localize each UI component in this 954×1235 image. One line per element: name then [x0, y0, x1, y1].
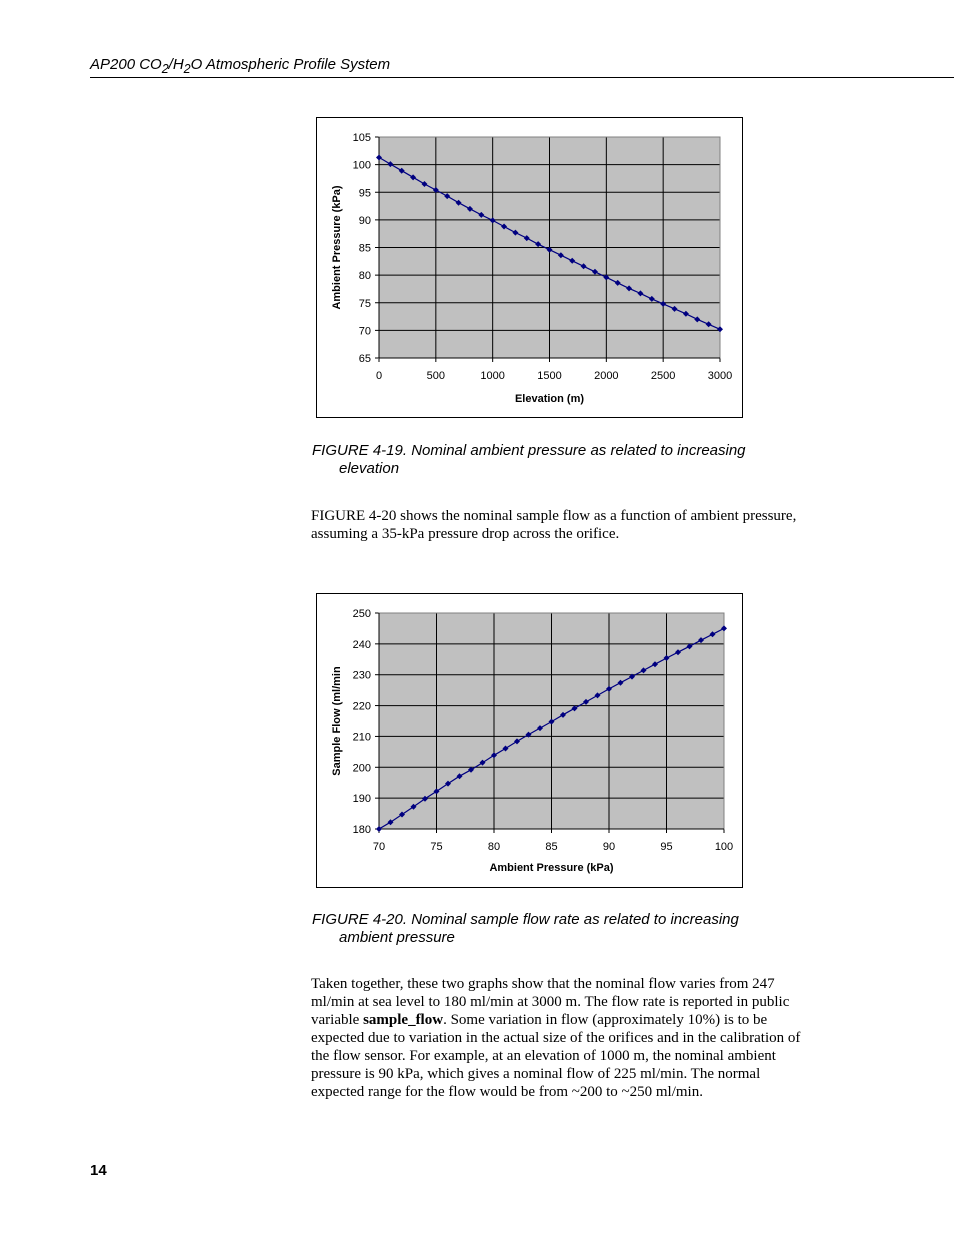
y-tick-label: 75	[358, 297, 371, 310]
x-tick-label: 90	[602, 841, 616, 853]
page-number: 14	[90, 1162, 107, 1179]
y-tick-label: 85	[358, 242, 371, 255]
figure-4-19-chart	[316, 117, 743, 418]
paragraph-text: FIGURE 4-20 shows the nominal sample flow as a function of ambient pressure, assuming a 35-kPa pressure drop across the orifice.	[311, 508, 797, 542]
x-tick-label: 1000	[480, 370, 505, 382]
x-tick-label: 75	[430, 841, 443, 853]
y-tick-label: 105	[352, 132, 371, 144]
y-tick-label: 80	[358, 270, 371, 283]
paragraph-summary	[311, 975, 803, 1101]
y-tick-label: 190	[352, 793, 371, 806]
x-tick-label: 70	[372, 841, 386, 853]
chart-svg	[317, 594, 742, 887]
y-tick-label: 200	[352, 762, 371, 775]
y-axis-label: Ambient Pressure (kPa)	[331, 185, 343, 310]
y-tick-label: 210	[352, 731, 371, 744]
header-title: AP200 $CO_2/H_2O$ Atmospheric Profile System	[90, 56, 391, 76]
x-tick-label: 0	[375, 370, 383, 382]
page-header	[90, 55, 954, 78]
paragraph-text: Taken together, these two graphs show that the nominal flow varies from 247 ml/min at sea level to 180 ml/min at 3000 m. The flow rate is reported in public variable sample_flow. Some variation in flow (approximately 10%) is to be expected due to variation in the actual size of the orifices and in the calibration of the flow sensor. For example, at an elevation of 1000 m, the nominal ambient pressure is 90 kPa, which gives a nominal flow of 225 ml/min. The normal expected range for the flow would be from ~200 to ~250 ml/min.	[311, 976, 801, 1100]
y-tick-label: 95	[358, 187, 371, 200]
y-tick-label: 230	[352, 669, 371, 682]
x-tick-label: 95	[660, 841, 673, 853]
y-tick-label: 220	[352, 700, 371, 713]
x-axis-label: Ambient Pressure (kPa)	[489, 862, 614, 874]
x-tick-label: 3000	[707, 370, 733, 382]
caption-line: elevation	[339, 460, 400, 477]
y-axis-label: Sample Flow (ml/min	[331, 666, 343, 776]
caption-line: ambient pressure	[339, 929, 455, 946]
caption-line: FIGURE 4-20. Nominal sample flow rate as related to increasing	[312, 911, 739, 928]
x-tick-label: 2500	[650, 370, 676, 382]
y-tick-label: 250	[352, 608, 371, 620]
x-tick-label: 500	[426, 370, 446, 382]
figure-4-20-chart	[316, 593, 743, 888]
x-axis-label: Elevation (m)	[514, 393, 585, 405]
x-tick-label: 2000	[594, 370, 619, 382]
x-tick-label: 80	[487, 841, 501, 853]
y-tick-label: 70	[358, 325, 371, 338]
y-tick-label: 100	[352, 159, 371, 172]
paragraph-figure-intro	[311, 507, 803, 543]
y-tick-label: 240	[352, 638, 371, 651]
x-tick-label: 85	[545, 841, 558, 853]
chart-svg	[317, 118, 742, 417]
x-tick-label: 1500	[537, 370, 562, 382]
y-tick-label: 65	[358, 353, 371, 365]
y-tick-label: 180	[352, 824, 371, 836]
caption-line: FIGURE 4-19. Nominal ambient pressure as related to increasing	[312, 442, 746, 459]
y-tick-label: 90	[358, 214, 371, 227]
figure-4-20-caption	[312, 911, 782, 947]
x-tick-label: 100	[714, 841, 734, 853]
figure-4-19-caption	[312, 442, 782, 478]
